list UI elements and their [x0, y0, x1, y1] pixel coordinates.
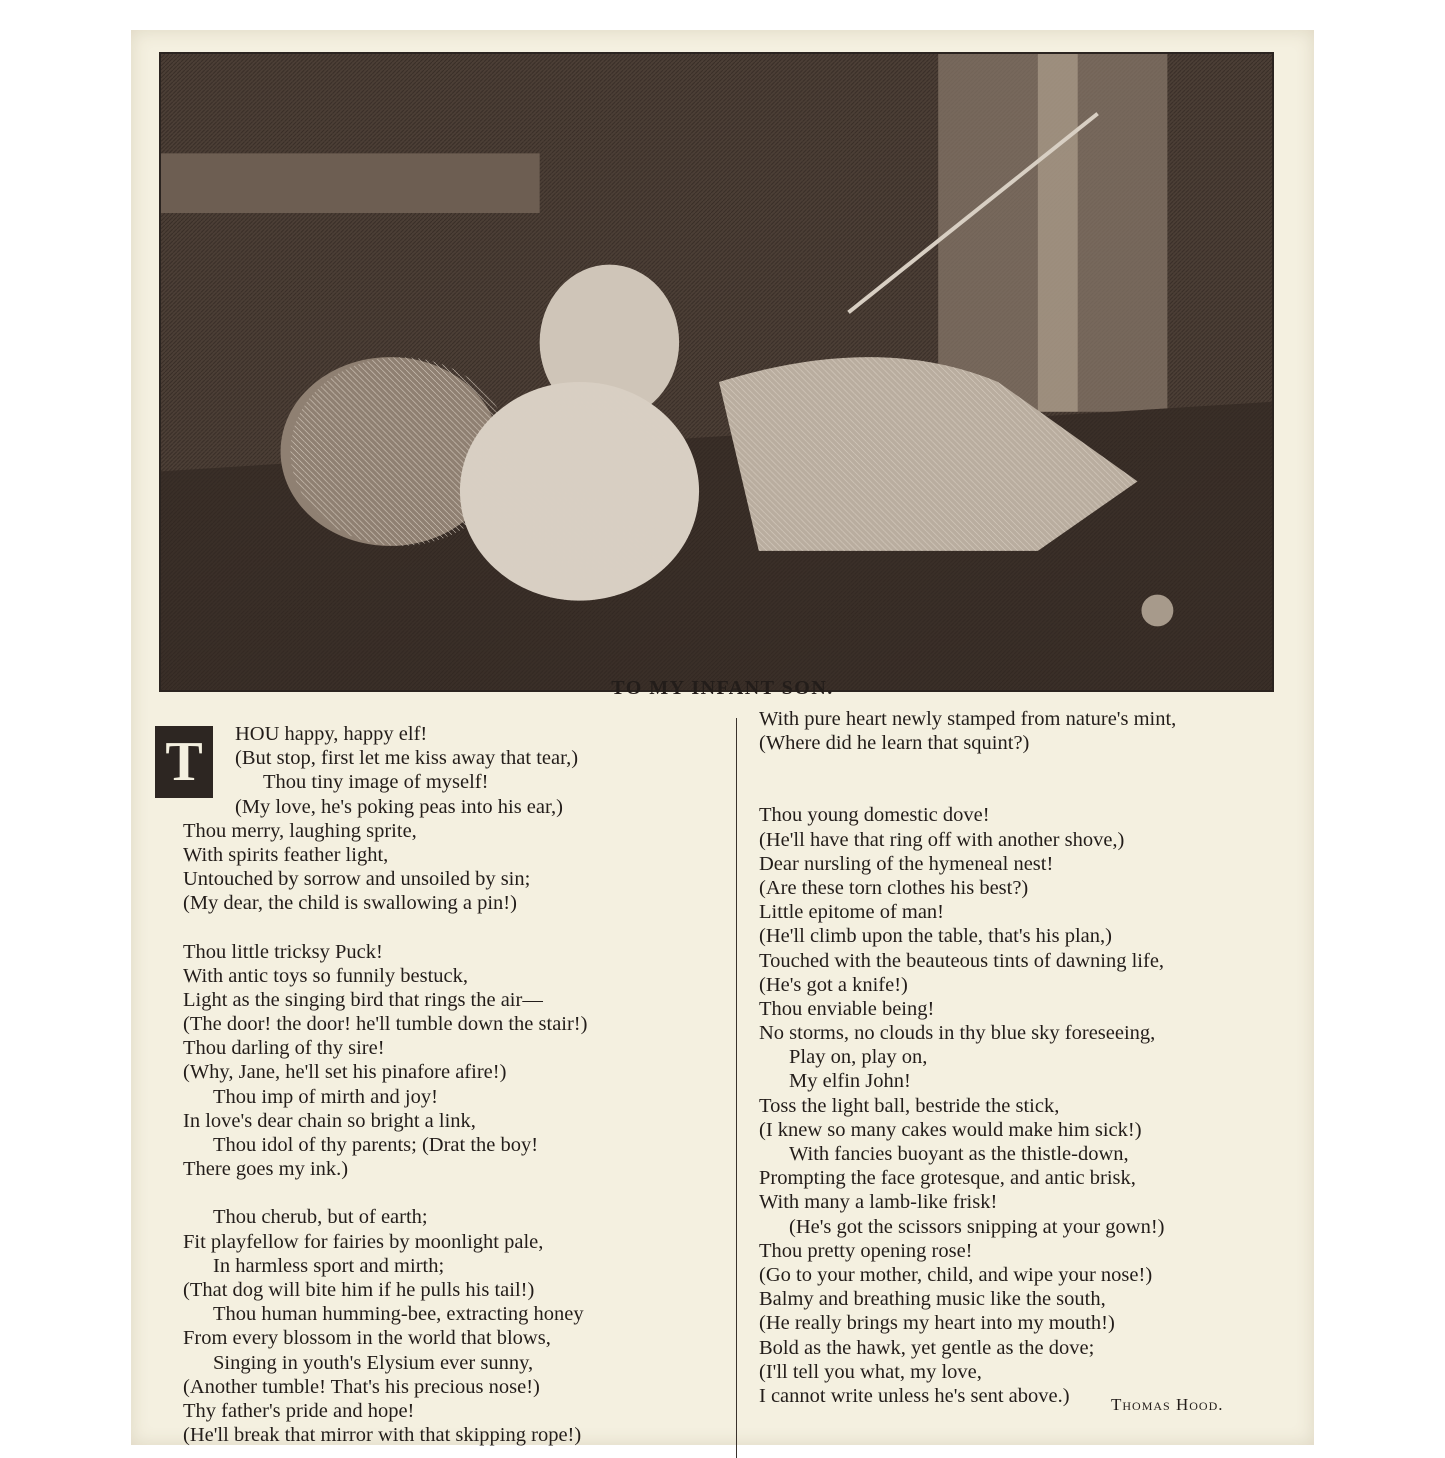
poem-line: Thou little tricksy Puck!: [183, 940, 383, 963]
poem-line: (Another tumble! That's his precious nose!): [183, 1375, 540, 1398]
poem-line: (He'll climb upon the table, that's his plan,): [759, 925, 1112, 948]
poem-line: Toss the light ball, bestride the stick,: [759, 1094, 1060, 1117]
poem-line: From every blossom in the world that blows,: [183, 1327, 551, 1350]
poem-line: (Where did he learn that squint?): [759, 732, 1030, 755]
stanza-break: [183, 1181, 723, 1205]
printed-page: [131, 30, 1314, 1445]
poem-line: (He really brings my heart into my mouth!): [759, 1312, 1115, 1335]
poem-line: (But stop, first let me kiss away that tear,): [235, 747, 579, 770]
poem-line: I cannot write unless he's sent above.): [759, 1384, 1070, 1407]
poem-line: Singing in youth's Elysium ever sunny,: [213, 1351, 534, 1374]
poem-line: My elfin John!: [789, 1070, 911, 1093]
engraving-scene: [161, 54, 1272, 690]
poem-line: Thou cherub, but of earth;: [213, 1206, 428, 1229]
poem-line: Fit playfellow for fairies by moonlight pale,: [183, 1230, 544, 1253]
poem-right-column: [759, 707, 1299, 1408]
poem-line: With spirits feather light,: [183, 843, 389, 866]
stanza-break: [759, 779, 1299, 803]
poem-line: Light as the singing bird that rings the air—: [183, 988, 543, 1011]
poem-line: No storms, no clouds in thy blue sky foreseeing,: [759, 1022, 1156, 1045]
poem-line: In harmless sport and mirth;: [213, 1254, 445, 1277]
drop-cap-initial: [155, 726, 213, 798]
poem-line: HOU happy, happy elf!: [235, 723, 428, 745]
poem-line: Thou idol of thy parents; (Drat the boy!: [213, 1134, 539, 1156]
poem-line: (Why, Jane, he'll set his pinafore afire!): [183, 1061, 507, 1084]
poem-line: (Are these torn clothes his best?): [759, 876, 1029, 899]
poem-line: There goes my ink.): [183, 1158, 349, 1181]
poem-line: (That dog will bite him if he pulls his tail!): [183, 1278, 535, 1301]
poem-title: TO MY INFANT SON.: [611, 677, 834, 699]
poem-line: Untouched by sorrow and unsoiled by sin;: [183, 868, 531, 891]
poem-line: Bold as the hawk, yet gentle as the dove;: [759, 1336, 1095, 1359]
poem-line: (He's got a knife!): [759, 973, 908, 996]
poem-line: Dear nursling of the hymeneal nest!: [759, 852, 1054, 875]
poem-left-column: [165, 722, 723, 1447]
poem-line: Thou tiny image of myself!: [263, 771, 489, 794]
poem-line: In love's dear chain so bright a link,: [183, 1109, 476, 1132]
poem-line: (He'll have that ring off with another shove,): [759, 828, 1125, 851]
poem-line: With fancies buoyant as the thistle-down,: [789, 1143, 1129, 1165]
stanza-break: [759, 755, 1299, 779]
poem-line: (He'll break that mirror with that skipping rope!): [183, 1424, 582, 1447]
poem-line: With antic toys so funnily bestuck,: [183, 964, 468, 987]
poem-line: Balmy and breathing music like the south,: [759, 1288, 1106, 1311]
poem-line: Thou darling of thy sire!: [183, 1037, 385, 1060]
engraving-illustration: [159, 52, 1274, 692]
poem-line: With many a lamb-like frisk!: [759, 1191, 998, 1214]
poem-line: (He's got the scissors snipping at your gown!): [789, 1215, 1165, 1238]
poem-line: Thy father's pride and hope!: [183, 1399, 415, 1422]
poem-line: Touched with the beauteous tints of dawning life,: [759, 949, 1165, 972]
author-signature: Thomas Hood.: [1111, 1395, 1224, 1414]
poem-line: (Go to your mother, child, and wipe your nose!): [759, 1263, 1153, 1286]
stanza-break: [183, 916, 723, 940]
poem-line: Thou imp of mirth and joy!: [213, 1085, 438, 1108]
drop-cap-letter: T: [165, 731, 203, 793]
poem-line: Little epitome of man!: [759, 901, 945, 924]
poem-line: (My dear, the child is swallowing a pin!): [183, 892, 517, 915]
poem-line: Prompting the face grotesque, and antic brisk,: [759, 1167, 1136, 1190]
poem-line: Thou young domestic dove!: [759, 804, 990, 827]
poem-line: (I knew so many cakes would make him sick!): [759, 1118, 1142, 1141]
poem-line: Thou pretty opening rose!: [759, 1239, 973, 1262]
poem-line: (I'll tell you what, my love,: [759, 1360, 982, 1383]
column-divider: [736, 718, 737, 1458]
poem-line: Thou human humming-bee, extracting honey: [213, 1303, 584, 1326]
poem-line: Thou enviable being!: [759, 997, 935, 1020]
poem-line: (The door! the door! he'll tumble down the stair!): [183, 1013, 588, 1036]
poem-line: With pure heart newly stamped from nature's mint,: [759, 708, 1177, 730]
poem-line: Thou merry, laughing sprite,: [183, 819, 417, 842]
poem-line: (My love, he's poking peas into his ear,): [235, 795, 563, 818]
poem-line: Play on, play on,: [789, 1046, 928, 1069]
